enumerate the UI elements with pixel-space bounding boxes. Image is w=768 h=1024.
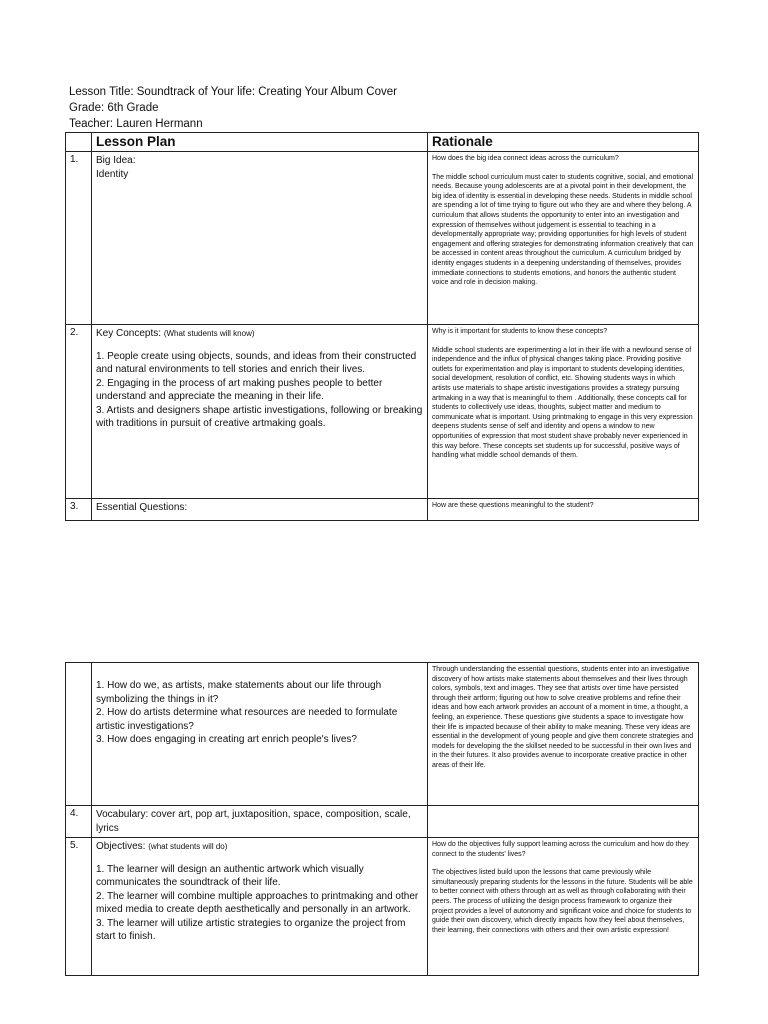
list-item: 2. The learner will combine multiple approaches to printmaking and other mixed media to create depth aesthetically and personally in an artwork. xyxy=(96,890,419,915)
list-item: 3. The learner will utilize artistic strategies to organize the project from start to finish. xyxy=(96,917,406,942)
key-concepts-note: (What students will know) xyxy=(163,329,255,338)
row-number: 3. xyxy=(66,499,92,521)
objectives-note: (what students will do) xyxy=(148,842,228,851)
list-item: 1. People create using objects, sounds, and ideas from their constructed and natural environments to tell stories and enrich their lives. xyxy=(96,350,417,375)
list-item: 1. The learner will design an authentic artwork which visually communicates the soundtrack of their life. xyxy=(96,863,364,888)
rationale-text: Middle school students are experimenting a lot in their life with a newfound sense of independence and the influx of physical changes taking place. Providing positive outlets for experimentation and play is important to students developing identities, social development, resolution of conflict, etc. Showing students ways in which artists use materials to shape artistic investigations provides a strategy pursuing artmaking in a way that is meaningful to them . Additionally, these concepts call for students to collectively use ideas, thoughts, subject matter and medium to communicate what is important. Using printmaking to engage in this very expression deepens students sense of self and identity and opens a window to new opportunities of expression that most student shave probably never experienced in this way before. These concepts set students up for successful, positive ways of handling what middle school demands of them. xyxy=(432,346,693,460)
essential-questions-list-cell xyxy=(92,663,428,806)
essential-questions-rationale-cell: How are these questions meaningful to the student? xyxy=(428,499,699,521)
rationale-question: Why is it important for students to know these concepts? xyxy=(432,328,608,335)
list-item: 2. How do artists determine what resources are needed to formulate artistic investigations? xyxy=(96,707,398,732)
table-row-key-concepts xyxy=(66,325,699,499)
row-number xyxy=(66,663,92,806)
table-row-essential-questions xyxy=(66,499,699,521)
row-number: 2. xyxy=(66,325,92,499)
table-row-vocabulary xyxy=(66,806,699,838)
objectives-list xyxy=(96,863,423,944)
row-number: 4. xyxy=(66,806,92,838)
key-concepts-title: Key Concepts: xyxy=(96,328,164,339)
row-number: 1. xyxy=(66,152,92,325)
rationale-question: How does the big idea connect ideas across the curriculum? xyxy=(432,155,619,162)
vocabulary-rationale-cell xyxy=(428,806,699,838)
list-item: 3. Artists and designers shape artistic investigations, following or breaking with traditions in pursuit of creative artmaking goals. xyxy=(96,404,423,429)
table-row-essential-questions-cont xyxy=(66,663,699,806)
big-idea-cell xyxy=(92,152,428,325)
big-idea-rationale-cell xyxy=(428,152,699,325)
essential-questions-cell: Essential Questions: xyxy=(92,499,428,521)
vocabulary-cell: Vocabulary: cover art, pop art, juxtaposition, space, composition, scale, lyrics xyxy=(92,806,428,838)
rationale-question: How do the objectives fully support learning across the curriculum and how do they connect to the students' lives? xyxy=(432,841,689,858)
rationale-text: The objectives listed build upon the lessons that came previously while simultaneously preparing students for the lessons in the future. Students will be able to better connect with others through art as well as through collaborating with their peers. The process of utilizing the design process framework to organize their project provides a level of autonomy and significant voice and choice for students to guide their own discovery, which directly impacts how they feel about themselves, their learning, their connections with others and their own artistic expression! xyxy=(432,869,693,934)
table-row-objectives xyxy=(66,838,699,976)
key-concepts-list xyxy=(96,350,423,431)
big-idea-value: Identity xyxy=(96,168,129,180)
rationale-heading: Rationale xyxy=(428,133,699,152)
list-item: 2. Engaging in the process of art making pushes people to better understand and appreciate the meaning in their life. xyxy=(96,377,383,402)
essential-questions-rationale-text-cell: Through understanding the essential questions, students enter into an investigative discovery of how artists make statements about themselves and their lives through colors, symbols, text and images. They see that artists over time have persisted through their artform; figuring out how to solve creative problems and refine their ideas and how each artwork provides an account of a moment in time, a thought, a feeling, an experience. These questions give students a space to investigate how their life is impacted because of their ability to make meaning. These very ideas are essential in the development of young people and give them concrete strategies and models for developing the the skillset needed to be successful in their own lives and in the their futures. It also provides avenue to incorporate creative practice in other areas of their life. xyxy=(428,663,699,806)
objectives-title: Objectives: xyxy=(96,841,149,852)
big-idea-title: Big Idea: xyxy=(96,155,136,166)
lesson-plan-table-page1 xyxy=(65,132,699,521)
row-number: 5. xyxy=(66,838,92,976)
objectives-rationale-cell xyxy=(428,838,699,976)
lesson-plan-table-page2 xyxy=(65,662,699,976)
rationale-text: The middle school curriculum must cater to students cognitive, social, and emotional needs. Because young adolescents are at a pivotal point in their development, the big idea of identity is essential in developing these needs. Students in middle school are spending a lot of time trying to figure out who they are and where they belong. A curriculum that allows students the opportunity to enter into an investigation and expression of themselves without judgement is essential to teaching in a developmentally appropriate way; providing opportunities for high levels of student engagement and offering strategies for demonstrating information creatively that can be accessed in content areas throughout the curriculum. A curriculum bridged by identity engages students in a deepening understanding of themselves, provides immediate connections to students emotions, and honors the authentic student voice and role in decision making. xyxy=(432,173,694,287)
essential-questions-list xyxy=(96,679,423,747)
teacher-line: Teacher: Lauren Hermann xyxy=(69,118,203,130)
key-concepts-rationale-cell xyxy=(428,325,699,499)
table-header-row xyxy=(66,133,699,152)
table-row-big-idea xyxy=(66,152,699,325)
lesson-title: Lesson Title: Soundtrack of Your life: Creating Your Album Cover xyxy=(69,86,397,98)
list-item: 3. How does engaging in creating art enrich people's lives? xyxy=(96,734,357,745)
list-item: 1. How do we, as artists, make statements about our life through symbolizing the things in it? xyxy=(96,680,382,705)
key-concepts-cell xyxy=(92,325,428,499)
grade-line: Grade: 6th Grade xyxy=(69,102,159,114)
objectives-cell xyxy=(92,838,428,976)
header-number-cell xyxy=(66,133,92,152)
lesson-plan-heading: Lesson Plan xyxy=(92,133,428,152)
